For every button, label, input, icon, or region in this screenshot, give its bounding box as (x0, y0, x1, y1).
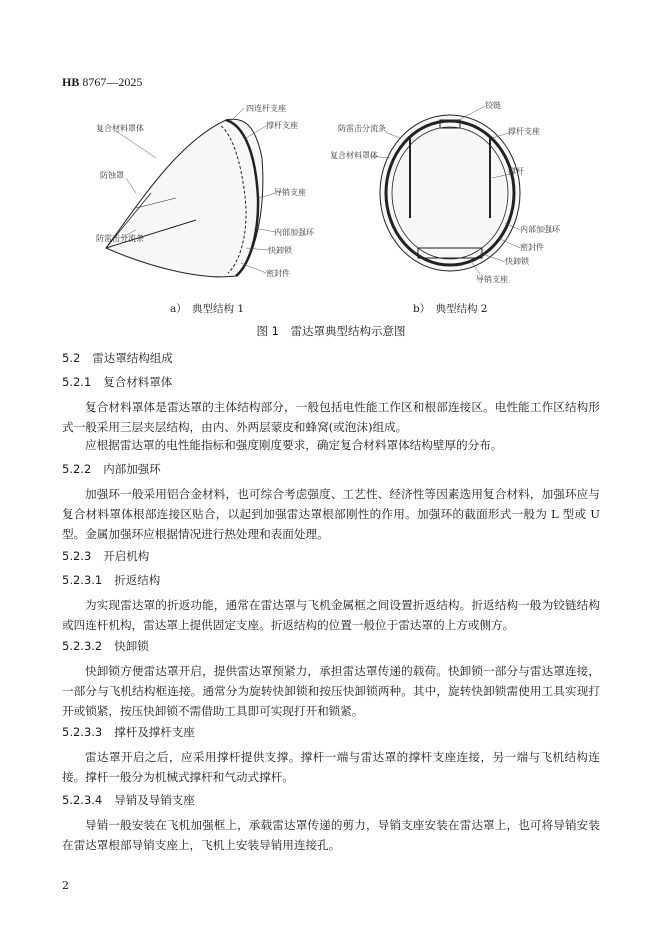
label-a-1: 四连杆支座 (246, 104, 286, 113)
label-a-2: 复合材料罩体 (96, 124, 144, 133)
label-a-4: 防蚀罩 (100, 171, 124, 180)
heading-5-2-2: 5.2.2 内部加强环 (62, 462, 161, 476)
heading-5-2-3-3: 5.2.3.3 撑杆及撑杆支座 (62, 725, 195, 739)
label-b-2: 防雷击分流条 (338, 124, 386, 133)
label-b-4: 复合材料罩体 (330, 151, 378, 160)
standard-number: 8767—2025 (82, 75, 143, 89)
label-a-9: 密封件 (266, 269, 290, 278)
subcaption-a: a） 典型结构 1 (170, 303, 245, 315)
label-b-1: 铰链 (485, 101, 501, 110)
paragraph-5-2-3-3: 雷达罩开启之后，应采用撑杆提供支撑。撑杆一端与雷达罩的撑杆支座连接，另一端与飞机结构连接。撑杆一般分为机械式撑杆和气动式撑杆。 (62, 750, 600, 784)
paragraph-5-2-1-b: 应根据雷达罩的电性能指标和强度刚度要求，确定复合材料罩体结构壁厚的分布。 (85, 438, 503, 452)
radome-drawing-2 (380, 115, 520, 271)
label-a-8: 快卸锁 (268, 246, 292, 255)
heading-5-2-3-1: 5.2.3.1 折返结构 (62, 573, 161, 587)
label-b-7: 密封件 (520, 243, 544, 252)
page-number: 2 (62, 879, 69, 892)
subcaption-b: b） 典型结构 2 (413, 303, 488, 315)
label-b-3: 撑杆支座 (508, 127, 540, 136)
radome-drawing-1 (106, 119, 263, 277)
heading-5-2: 5.2 雷达罩结构组成 (62, 351, 173, 365)
standard-code: HB (62, 75, 80, 89)
figure-caption: 图 1 雷达罩典型结构示意图 (256, 324, 406, 338)
paragraph-5-2-1-a: 复合材料罩体是雷达罩的主体结构部分，一般包括电性能工作区和根部连接区。电性能工作区结构形式一般采用三层夹层结构，由内、外两层蒙皮和蜂窝(或泡沫)组成。 (62, 400, 600, 434)
paragraph-5-2-3-4: 导销一般安装在飞机加强框上，承载雷达罩传递的剪力，导销支座安装在雷达罩上，也可将导销安装在雷达罩根部导销支座上，飞机上安装导销用连接孔。 (62, 818, 600, 852)
label-b-9: 导销支座 (476, 275, 508, 284)
paragraph-5-2-3-1: 为实现雷达罩的折返功能，通常在雷达罩与飞机金属框之间设置折返结构。折返结构一般为铰链结构或四连杆机构，雷达罩上提供固定支座。折返结构的位置一般位于雷达罩的上方或侧方。 (62, 598, 600, 632)
label-a-5: 导销支座 (274, 188, 306, 197)
label-a-7: 防雷击分流条 (96, 234, 144, 243)
label-b-8: 快卸锁 (505, 257, 529, 266)
heading-5-2-3-4: 5.2.3.4 导销及导销支座 (62, 793, 195, 807)
label-a-3: 撑杆支座 (266, 121, 298, 130)
paragraph-5-2-2: 加强环一般采用铝合金材料，也可综合考虑强度、工艺性、经济性等因素选用复合材料，加强环应与复合材料罩体根部连接区贴合，以起到加强雷达罩根部刚性的作用。加强环的截面形式一般为 L 型或 U 型。金属加强环应根据情况进行热处理和表面处理。 (62, 487, 600, 541)
label-b-6: 内部加强环 (520, 225, 560, 234)
heading-5-2-3-2: 5.2.3.2 快卸锁 (62, 639, 149, 653)
label-b-5: 撑杆 (508, 167, 524, 176)
label-a-6: 内部加强环 (274, 228, 314, 237)
heading-5-2-3: 5.2.3 开启机构 (62, 549, 150, 563)
figure-b (330, 98, 570, 298)
paragraph-5-2-3-2: 快卸锁方便雷达罩开启，提供雷达罩预紧力，承担雷达罩传递的载荷。快卸锁一部分与雷达罩连接，一部分与飞机结构框连接。通常分为旋转快卸锁和按压快卸锁两种。其中，旋转快卸锁需使用工具实现打开或锁紧，按压快卸锁不需借助工具即可实现打开和锁紧。 (62, 664, 600, 718)
document-header (62, 75, 142, 90)
heading-5-2-1: 5.2.1 复合材料罩体 (62, 375, 173, 389)
figure-a (96, 98, 314, 298)
